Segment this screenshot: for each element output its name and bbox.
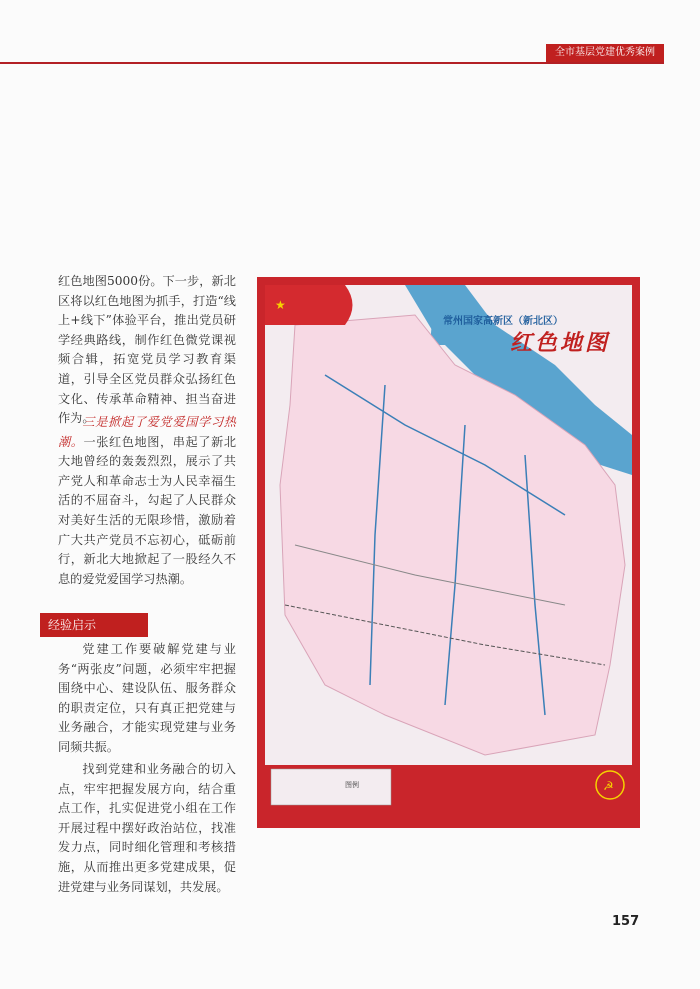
page-number: 157 xyxy=(612,914,640,929)
paragraph-1: 红色地图5000份。下一步，新北区将以红色地图为抓手，打造“线上+线下”体验平台，推出党员研学经典路线，制作红色微党课视频合辑，拓宽党员学习教育渠道，引导全区党员群众弘扬红色文化、传承革命精神、担当奋进作为。 xyxy=(58,274,236,426)
map-title: 红色地图 xyxy=(510,330,611,356)
text-column-4 xyxy=(58,760,236,897)
header-rule xyxy=(0,62,664,64)
paragraph-2-emphasis: 三是掀起了爱党爱国学习热潮。 xyxy=(58,415,236,449)
map-canvas xyxy=(265,285,632,809)
section-title: 经验启示 xyxy=(40,613,148,637)
paragraph-4: 找到党建和业务融合的切入点，牢牢把握发展方向，结合重点工作，扎实促进党小组在工作开展过程中摆好政治站位，找准发力点，同时细化管理和考核措施，从而推出更多党建成果，促进党建与业务同谋划，共发展。 xyxy=(58,762,236,894)
text-column-3 xyxy=(58,640,236,758)
paragraph-2 xyxy=(58,413,236,589)
svg-text:☭: ☭ xyxy=(603,779,614,793)
text-column xyxy=(58,272,236,429)
paragraph-2-body: 一张红色地图，串起了新北大地曾经的轰轰烈烈，展示了共产党人和革命志士为人民幸福生活的不屈奋斗，勾起了人民群众对美好生活的无限珍惜，激励着广大共产党员不忘初心，砥砺前行，新北大地掀起了一股经久不息的爱党爱国学习热潮。 xyxy=(58,434,237,586)
map-illustration xyxy=(265,285,632,809)
header-title: 全市基层党建优秀案例 xyxy=(546,44,664,62)
paragraph-3: 党建工作要破解党建与业务“两张皮”问题，必须牢牢把握围绕中心、建设队伍、服务群众的职责定位，只有真正把党建与业务融合，才能实现党建与业务同频共振。 xyxy=(58,642,236,754)
map-legend-title: 图例 xyxy=(345,781,359,789)
text-column-2 xyxy=(58,413,236,589)
svg-text:★: ★ xyxy=(275,298,286,312)
red-map-image xyxy=(257,277,640,828)
map-subtitle: 常州国家高新区（新北区） xyxy=(443,316,563,327)
